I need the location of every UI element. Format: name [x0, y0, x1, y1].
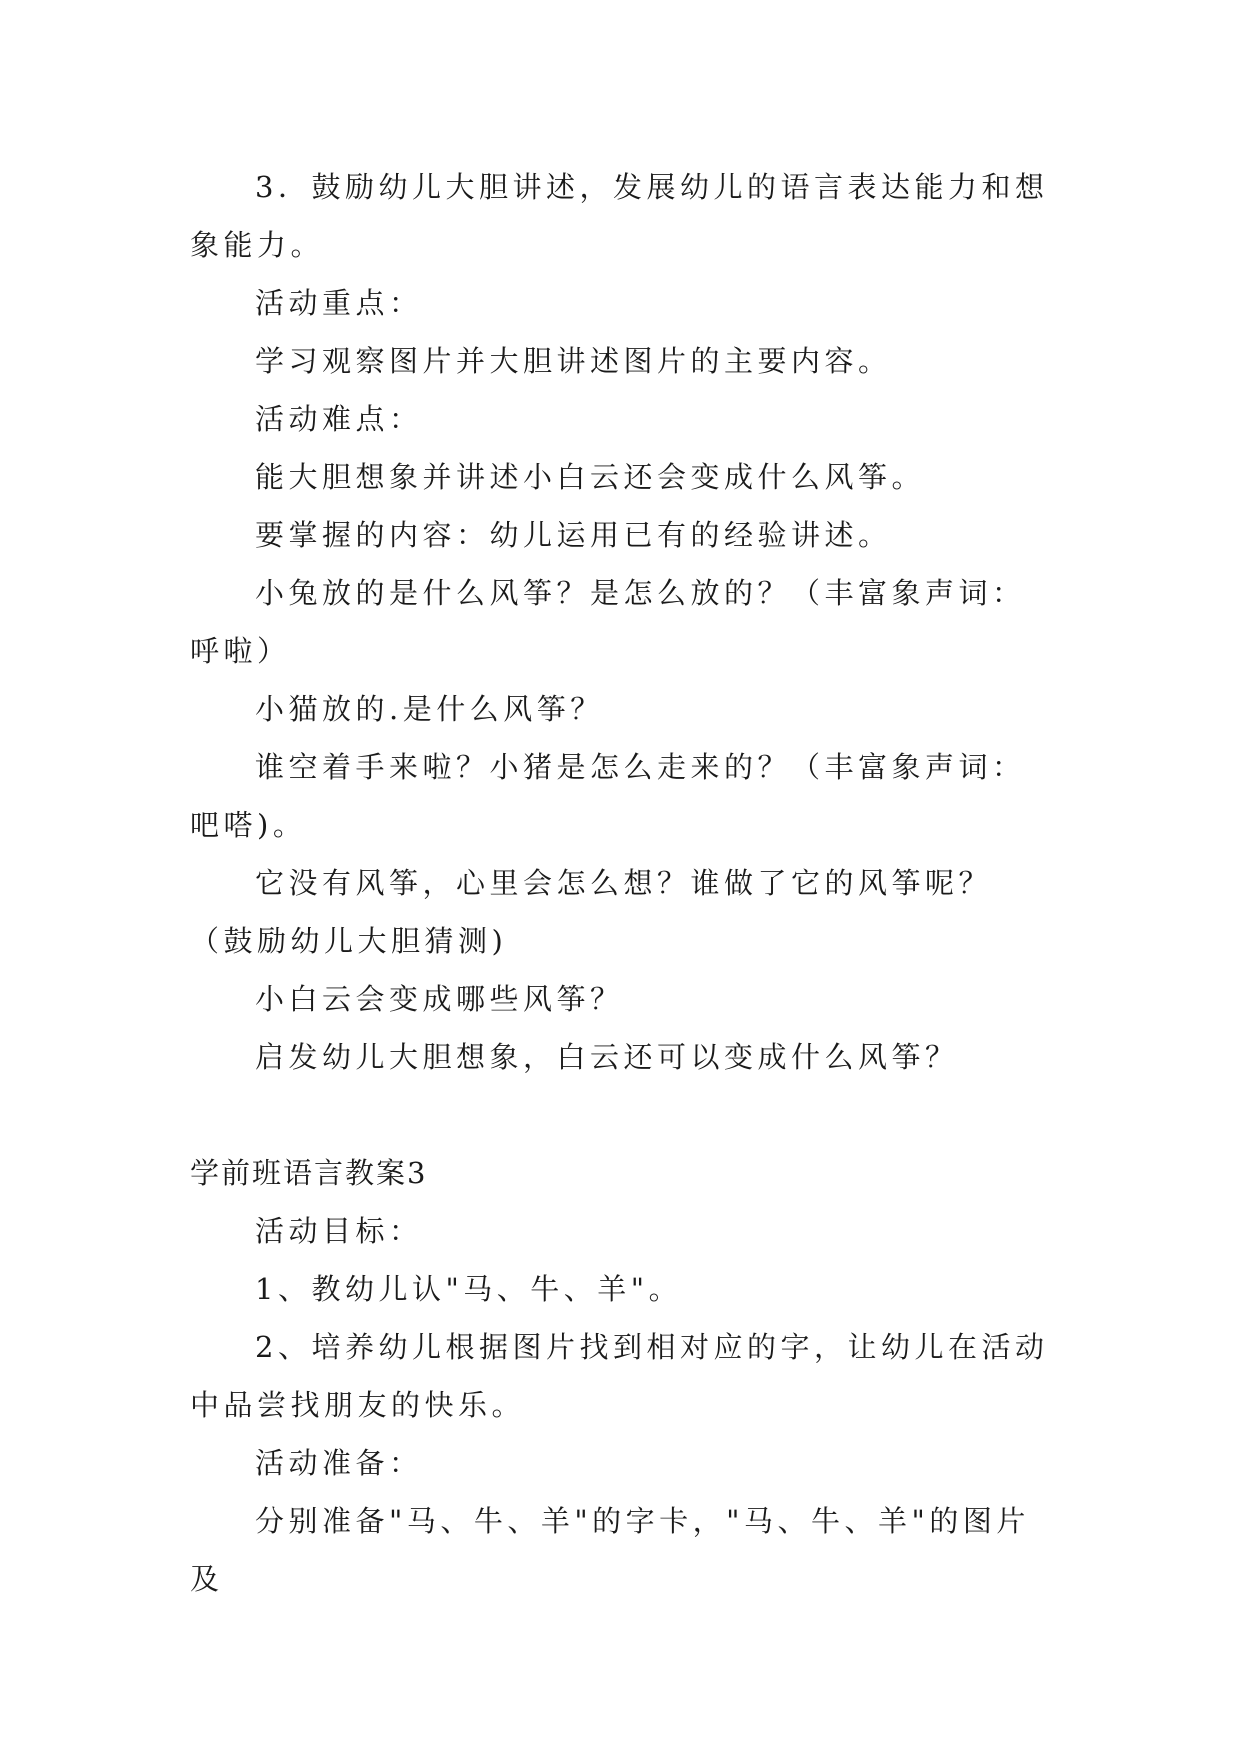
paragraph-goal-3: 3．鼓励幼儿大胆讲述，发展幼儿的语言表达能力和想象能力。 [190, 170, 1049, 262]
heading-activity-difficulty: 活动难点： [255, 402, 423, 436]
heading-activity-focus: 活动重点： [255, 286, 423, 320]
paragraph-question-rabbit: 小兔放的是什么风筝？是怎么放的？（丰富象声词：呼啦） [190, 576, 1026, 668]
paragraph-goal-2: 2、培养幼儿根据图片找到相对应的字，让幼儿在活动中品尝找朋友的快乐。 [190, 1330, 1049, 1422]
paragraph-prep: 分别准备"马、牛、羊"的字卡，"马、牛、羊"的图片及 [190, 1504, 1030, 1596]
section-spacer [190, 1086, 1050, 1144]
paragraph-question-cloud: 小白云会变成哪些风筝？ [255, 982, 624, 1016]
paragraph-question-cat: 小猫放的.是什么风筝？ [255, 692, 604, 726]
paragraph-key-content: 要掌握的内容：幼儿运用已有的经验讲述。 [255, 518, 892, 552]
section-title: 学前班语言教案3 [190, 1156, 428, 1190]
paragraph-goal-1: 1、教幼儿认"马、牛、羊"。 [255, 1272, 683, 1306]
paragraph-question-no-kite: 它没有风筝，心里会怎么想？谁做了它的风筝呢？（鼓励幼儿大胆猜测) [190, 866, 993, 958]
document-body [190, 158, 1050, 1608]
heading-activity-goals: 活动目标： [255, 1214, 423, 1248]
paragraph-activity-difficulty: 能大胆想象并讲述小白云还会变成什么风筝。 [255, 460, 926, 494]
paragraph-activity-focus: 学习观察图片并大胆讲述图片的主要内容。 [255, 344, 892, 378]
paragraph-imagine: 启发幼儿大胆想象，白云还可以变成什么风筝？ [255, 1040, 959, 1074]
heading-activity-prep: 活动准备： [255, 1446, 423, 1480]
paragraph-question-pig: 谁空着手来啦？小猪是怎么走来的？（丰富象声词：吧嗒)。 [190, 750, 1026, 842]
